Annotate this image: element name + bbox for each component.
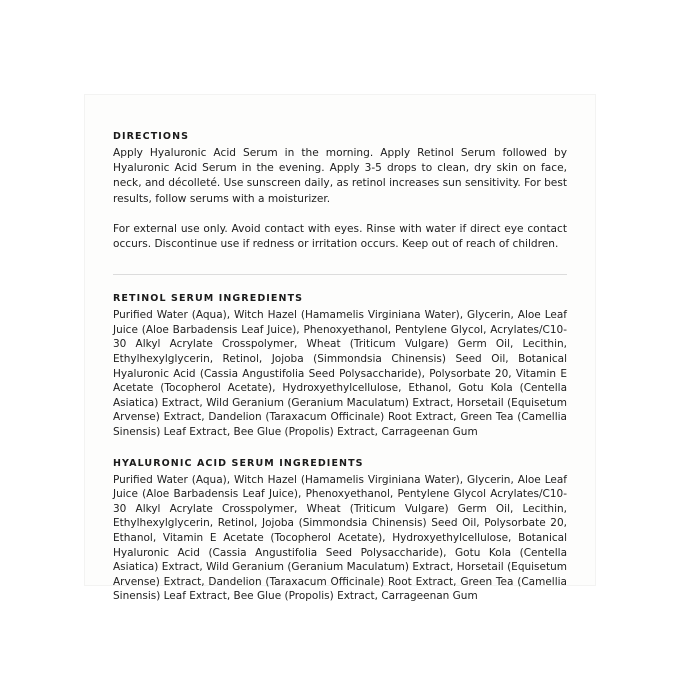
section-divider [113, 274, 567, 275]
directions-paragraph-1: Apply Hyaluronic Acid Serum in the morning. Apply Retinol Serum followed by Hyaluronic Acid Serum in the evening. Apply 3-5 drops to clean, dry skin on face, neck, and décolleté. Use sunscreen daily, as retinol increases sun sensitivity. For best results, follow serums with a moisturizer. [113, 147, 567, 205]
directions-paragraph-2: For external use only. Avoid contact with eyes. Rinse with water if direct eye contact occurs. Discontinue use if redness or irritation occurs. Keep out of reach of children. [113, 222, 567, 251]
paragraph-spacer [113, 207, 567, 222]
directions-heading: DIRECTIONS [113, 131, 190, 142]
directions-section [113, 131, 567, 252]
hyaluronic-ingredients-section [113, 458, 567, 604]
hyaluronic-ingredients-heading: HYALURONIC ACID SERUM INGREDIENTS [113, 457, 364, 469]
retinol-ingredients-text: Purified Water (Aqua), Witch Hazel (Hamamelis Virginiana Water), Glycerin, Aloe Leaf Juice (Aloe Barbadensis Leaf Juice), Phenoxyethanol, Pentylene Glycol, Acrylates/C10-30 Alkyl Acrylate Crosspolymer, Wheat (Triticum Vulgare) Germ Oil, Lecithin, Ethylhexylglycerin, Retinol, Jojoba (Simmondsia Chinensis) Seed Oil, Botanical Hyaluronic Acid (Cassia Angustifolia Seed Polysaccharide), Polysorbate 20, Vitamin E Acetate (Tocopherol Acetate), Hydroxyethylcellulose, Ethanol, Gotu Kola (Centella Asiatica) Extract, Wild Geranium (Geranium Maculatum) Extract, Horsetail (Equisetum Arvense) Extract, Dandelion (Taraxacum Officinale) Root Extract, Green Tea (Camellia Sinensis) Leaf Extract, Bee Glue (Propolis) Extract, Carrageenan Gum [113, 309, 567, 438]
retinol-ingredients-heading: RETINOL SERUM INGREDIENTS [113, 293, 304, 305]
hyaluronic-ingredients-text: Purified Water (Aqua), Witch Hazel (Hamamelis Virginiana Water), Glycerin, Aloe Leaf Juice (Aloe Barbadensis Leaf Juice), Phenoxyethanol, Pentylene Glycol Acrylates/C10-30 Alkyl Acrylate Crosspolymer, Wheat (Triticum Vulgare) Germ Oil, Lecithin, Ethylhexylglycerin, Retinol, Jojoba (Simmondsia Chinensis) Seed Oil, Polysorbate 20, Ethanol, Vitamin E Acetate (Tocopherol Acetate), Hydroxyethylcellulose, Botanical Hyaluronic Acid (Cassia Angustifolia Seed Polysaccharide), Gotu Kola (Centella Asiatica) Extract, Wild Geranium (Geranium Maculatum) Extract, Horsetail (Equisetum Arvense) Extract, Dandelion (Taraxacum Officinale) Root Extract, Green Tea (Camellia Sinensis) Leaf Extract, Bee Glue (Propolis) Extract, Carrageenan Gum [113, 473, 567, 603]
product-label-card [85, 95, 595, 603]
section-spacer [113, 440, 567, 458]
retinol-ingredients-section [113, 293, 567, 439]
label-content [85, 95, 595, 604]
